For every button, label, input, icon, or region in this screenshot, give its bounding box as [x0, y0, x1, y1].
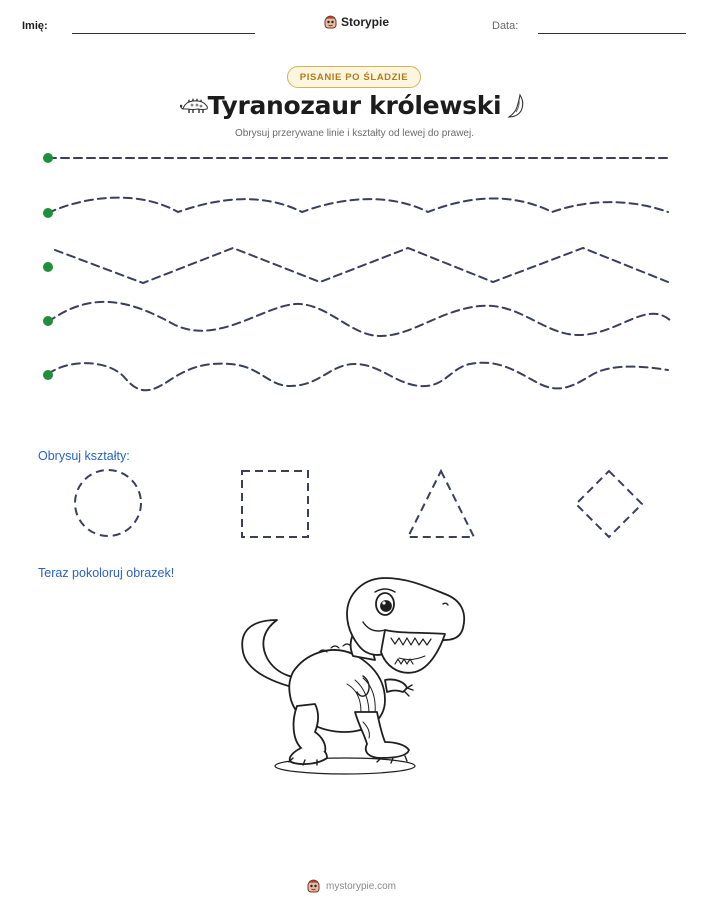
instructions: Obrysuj przerywane linie i kształty od lewej do prawej.	[235, 128, 474, 139]
start-dot	[43, 370, 53, 380]
footer	[307, 879, 396, 893]
coloring-section-label: Teraz pokoloruj obrazek!	[38, 566, 175, 580]
shapes-section-label: Obrysuj kształty:	[38, 449, 130, 463]
tracing-shape-square[interactable]	[242, 471, 308, 537]
start-dot	[43, 153, 53, 163]
brand-logo	[324, 15, 389, 29]
tracing-shape-diamond[interactable]	[576, 471, 642, 537]
date-line[interactable]	[538, 33, 686, 34]
storypie-logo-icon	[307, 879, 320, 893]
tracing-line-wave-large[interactable]	[48, 302, 672, 336]
start-dot	[43, 316, 53, 326]
t-rex-coloring-illustration[interactable]	[235, 572, 475, 782]
tracing-shape-circle[interactable]	[75, 470, 141, 536]
tracing-lines-area	[0, 140, 709, 400]
name-line[interactable]	[72, 33, 255, 34]
storypie-logo-icon	[324, 15, 337, 29]
tracing-line-wave-bumps[interactable]	[48, 363, 668, 391]
activity-badge: PISANIE PO ŚLADZIE	[287, 66, 421, 88]
date-label: Data:	[492, 20, 519, 32]
tracing-line-zigzag[interactable]	[55, 248, 668, 283]
start-dot	[43, 262, 53, 272]
tracing-shape-triangle[interactable]	[408, 471, 474, 537]
start-dot	[43, 208, 53, 218]
footer-url: mystorypie.com	[326, 880, 397, 892]
tracing-line-wave[interactable]	[48, 198, 668, 213]
brand-name: Storypie	[341, 15, 390, 29]
dinosaur-claw-icon	[505, 93, 527, 119]
tracing-shapes-area	[0, 460, 709, 550]
page-title: Tyranozaur królewski	[207, 91, 502, 120]
name-label: Imię:	[22, 20, 48, 32]
